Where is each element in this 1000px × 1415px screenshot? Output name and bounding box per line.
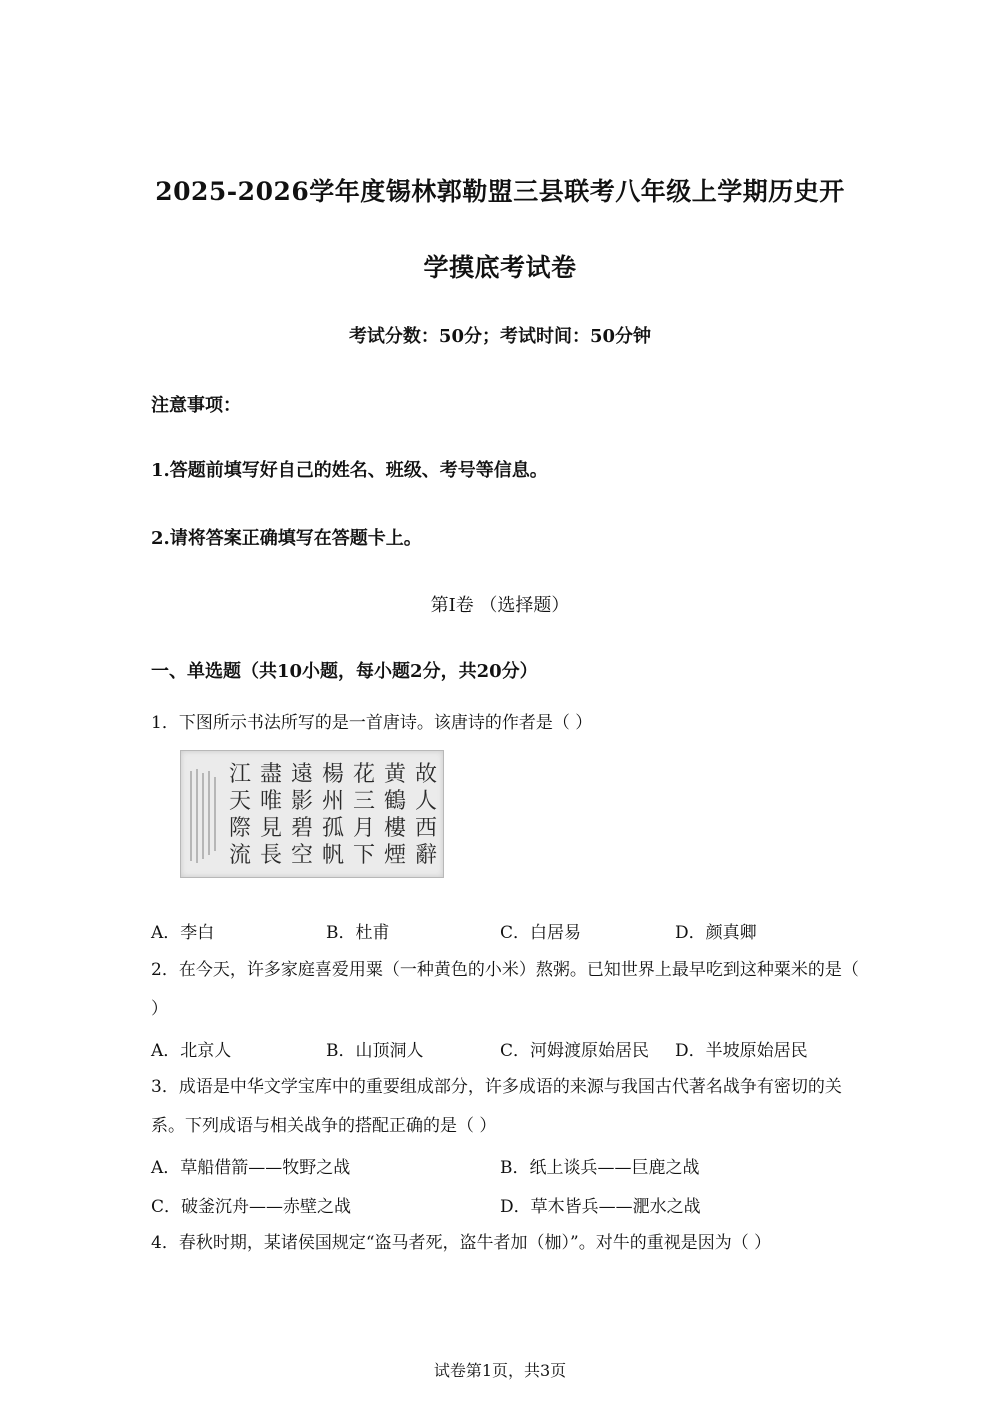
- exam-title-line2: 学摸底考试卷: [423, 253, 577, 282]
- page-footer: 试卷第1页，共3页: [433, 1361, 567, 1380]
- exam-meta: 考试分数：50分；考试时间：50分钟: [348, 326, 652, 347]
- exam-title-line1: 2025-2026学年度锡林郭勒盟三县联考八年级上学期历史开: [155, 177, 845, 206]
- question-4-stem: 4．春秋时期，某诸侯国规定“盗马者死，盗牛者加（枷）”。对牛的重视是因为（ ）: [151, 1233, 772, 1253]
- calligraphy-char: 碧: [290, 816, 314, 841]
- calligraphy-char: 流: [228, 843, 252, 868]
- calligraphy-char: 長: [259, 843, 283, 868]
- question-2-options: [151, 1036, 851, 1066]
- calligraphy-char: 影: [290, 789, 314, 814]
- calligraphy-char: 樓: [383, 816, 407, 841]
- option-b[interactable]: B．山顶洞人: [326, 1041, 424, 1061]
- calligraphy-char: 天: [228, 789, 252, 814]
- calligraphy-char: 辭: [414, 843, 438, 868]
- calligraphy-char: 空: [290, 843, 314, 868]
- notes-heading: 注意事项：: [151, 395, 241, 416]
- calligraphy-char: 西: [414, 816, 438, 841]
- option-d[interactable]: D．半坡原始居民: [675, 1041, 808, 1061]
- calligraphy-char: 花: [352, 762, 376, 787]
- option-d[interactable]: D．草木皆兵——淝水之战: [500, 1197, 701, 1217]
- calligraphy-char: 人: [414, 789, 438, 814]
- calligraphy-char: 故: [414, 762, 438, 787]
- question-1-stem: 1．下图所示书法所写的是一首唐诗。该唐诗的作者是（ ）: [151, 713, 593, 733]
- calligraphy-char: 唯: [259, 789, 283, 814]
- option-c[interactable]: C．河姆渡原始居民: [500, 1041, 650, 1061]
- option-b[interactable]: B．杜甫: [326, 923, 390, 943]
- calligraphy-char: 煙: [383, 843, 407, 868]
- calligraphy-char: 帆: [321, 843, 345, 868]
- calligraphy-char: 三: [352, 789, 376, 814]
- option-a[interactable]: A．北京人: [151, 1041, 232, 1061]
- calligraphy-char: 黄: [383, 762, 407, 787]
- option-c[interactable]: C．破釜沉舟——赤壁之战: [151, 1197, 352, 1217]
- calligraphy-char: 際: [228, 816, 252, 841]
- option-a[interactable]: A．李白: [151, 923, 215, 943]
- calligraphy-char: 州: [321, 789, 345, 814]
- question-2-stem: 2．在今天，许多家庭喜爱用粟（一种黄色的小米）熬粥。已知世界上最早吃到这种粟米的是（ ）: [151, 960, 859, 1019]
- calligraphy-char: 遠: [290, 762, 314, 787]
- note-item-2: 2.请将答案正确填写在答题卡上。: [151, 528, 422, 549]
- option-b[interactable]: B．纸上谈兵——巨鹿之战: [500, 1158, 700, 1178]
- calligraphy-char: 見: [259, 816, 283, 841]
- calligraphy-image: [180, 750, 444, 878]
- question-3-options-row1: [151, 1153, 851, 1183]
- option-d[interactable]: D．颜真卿: [675, 923, 757, 943]
- calligraphy-char: 盡: [259, 762, 283, 787]
- section-heading: 一、单选题（共10小题，每小题2分，共20分）: [151, 661, 538, 682]
- calligraphy-char: 孤: [321, 816, 345, 841]
- note-item-1: 1.答题前填写好自己的姓名、班级、考号等信息。: [151, 460, 548, 481]
- option-c[interactable]: C．白居易: [500, 923, 582, 943]
- calligraphy-char: 月: [352, 816, 376, 841]
- calligraphy-char: 江: [228, 762, 252, 787]
- question-3-options-row2: [151, 1192, 851, 1222]
- calligraphy-art: [181, 751, 443, 877]
- calligraphy-char: 鶴: [383, 789, 407, 814]
- calligraphy-char: 楊: [321, 762, 345, 787]
- calligraphy-char: 下: [352, 843, 376, 868]
- volume-heading: 第Ⅰ卷 （选择题）: [430, 595, 570, 616]
- question-3-stem: 3．成语是中华文学宝库中的重要组成部分，许多成语的来源与我国古代著名战争有密切的关系。下列成语与相关战争的搭配正确的是（ ）: [151, 1077, 842, 1136]
- option-a[interactable]: A．草船借箭——牧野之战: [151, 1158, 351, 1178]
- question-1-options: [151, 918, 851, 948]
